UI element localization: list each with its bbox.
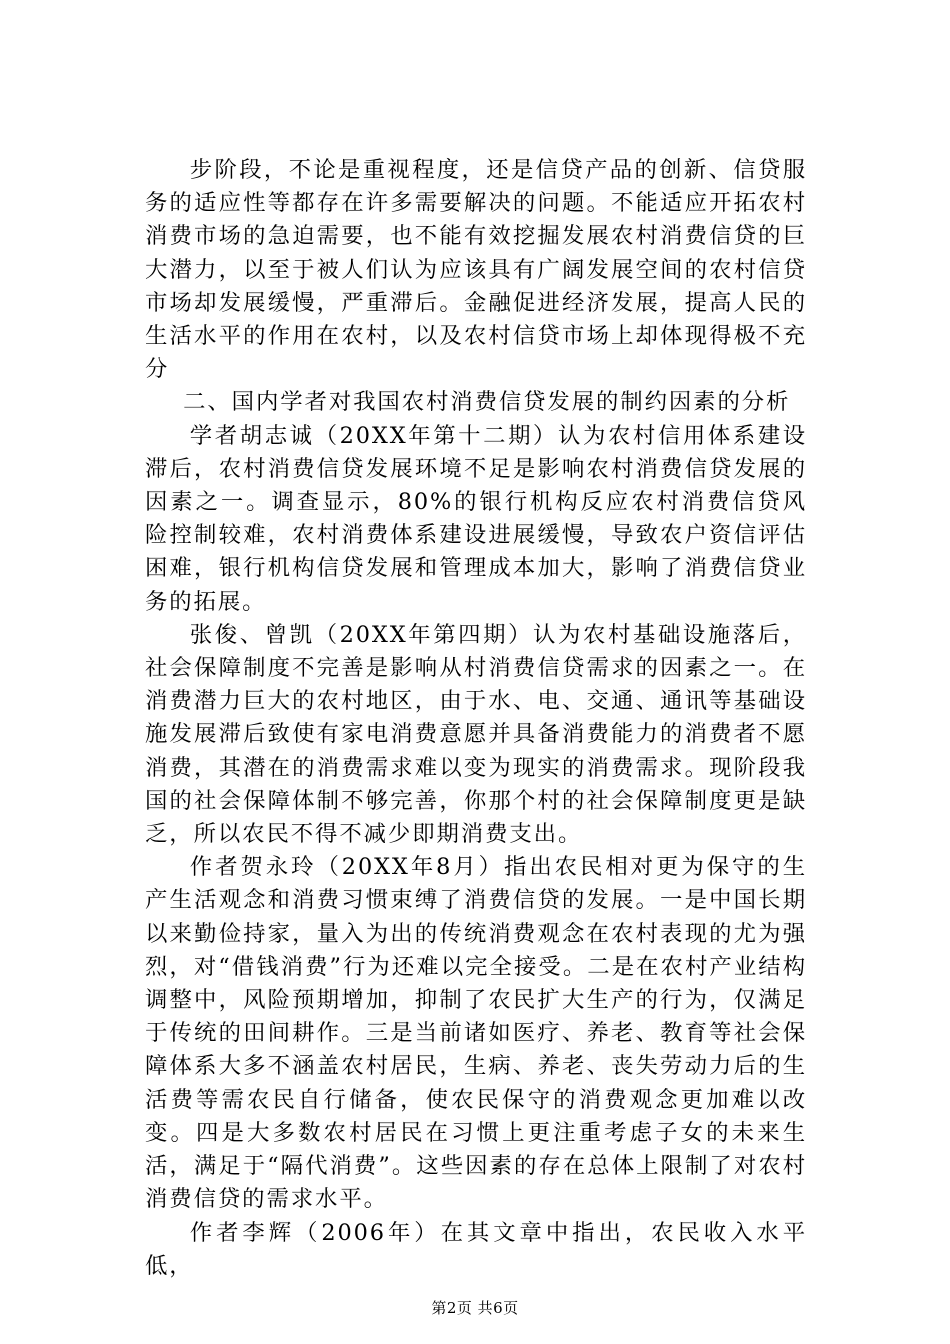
section-heading: 二、国内学者对我国农村消费信贷发展的制约因素的分析: [183, 389, 791, 416]
paragraph-hu-zhicheng: 学者胡志诚（20XX年第十二期）认为农村信用体系建设滞后，农村消费信贷发展环境不足是影响农村消费信贷发展的因素之一。调查显示，80%的银行机构反应农村消费信贷风险控制较难，农村消费体系建设进展缓慢，导致农户资信评估困难，银行机构信贷发展和管理成本加大，影响了消费信贷业务的拓展。: [145, 422, 807, 615]
document-body: [145, 154, 807, 1283]
paragraph-zhang-jun: 张俊、曾凯（20XX年第四期）认为农村基础设施落后，社会保障制度不完善是影响从村消费信贷需求的因素之一。在消费潜力巨大的农村地区，由于水、电、交通、通讯等基础设施发展滞后致使有家电消费意愿并具备消费能力的消费者不愿消费，其潜在的消费需求难以变为现实的消费需求。现阶段我国的社会保障体制不够完善，你那个村的社会保障制度更是缺乏，所以农民不得不减少即期消费支出。: [145, 621, 807, 848]
paragraph-he-yongling: 作者贺永玲（20XX年8月）指出农民相对更为保守的生产生活观念和消费习惯束缚了消费信贷的发展。一是中国长期以来勤俭持家，量入为出的传统消费观念在农村表现的尤为强烈，对“借钱消费”行为还难以完全接受。二是在农村产业结构调整中，风险预期增加，抑制了农民扩大生产的行为，仅满足于传统的田间耕作。三是当前诸如医疗、养老、教育等社会保障体系大多不涵盖农村居民，生病、养老、丧失劳动力后的生活费等需农民自行储备，使农民保守的消费观念更加难以改变。四是大多数农村居民在习惯上更注重考虑子女的未来生活，满足于“隔代消费”。这些因素的存在总体上限制了对农村消费信贷的需求水平。: [145, 854, 807, 1213]
paragraph-continuation: 步阶段，不论是重视程度，还是信贷产品的创新、信贷服务的适应性等都存在许多需要解决的问题。不能适应开拓农村消费市场的急迫需要，也不能有效挖掘发展农村消费信贷的巨大潜力，以至于被人们认为应该具有广阔发展空间的农村信贷市场却发展缓慢，严重滞后。金融促进经济发展，提高人民的生活水平的作用在农村，以及农村信贷市场上却体现得极不充分: [145, 157, 807, 383]
paragraph-li-hui: 作者李辉（2006年）在其文章中指出，农民收入水平低，: [145, 1219, 807, 1279]
page-footer: 第2页 共6页: [431, 1299, 519, 1317]
